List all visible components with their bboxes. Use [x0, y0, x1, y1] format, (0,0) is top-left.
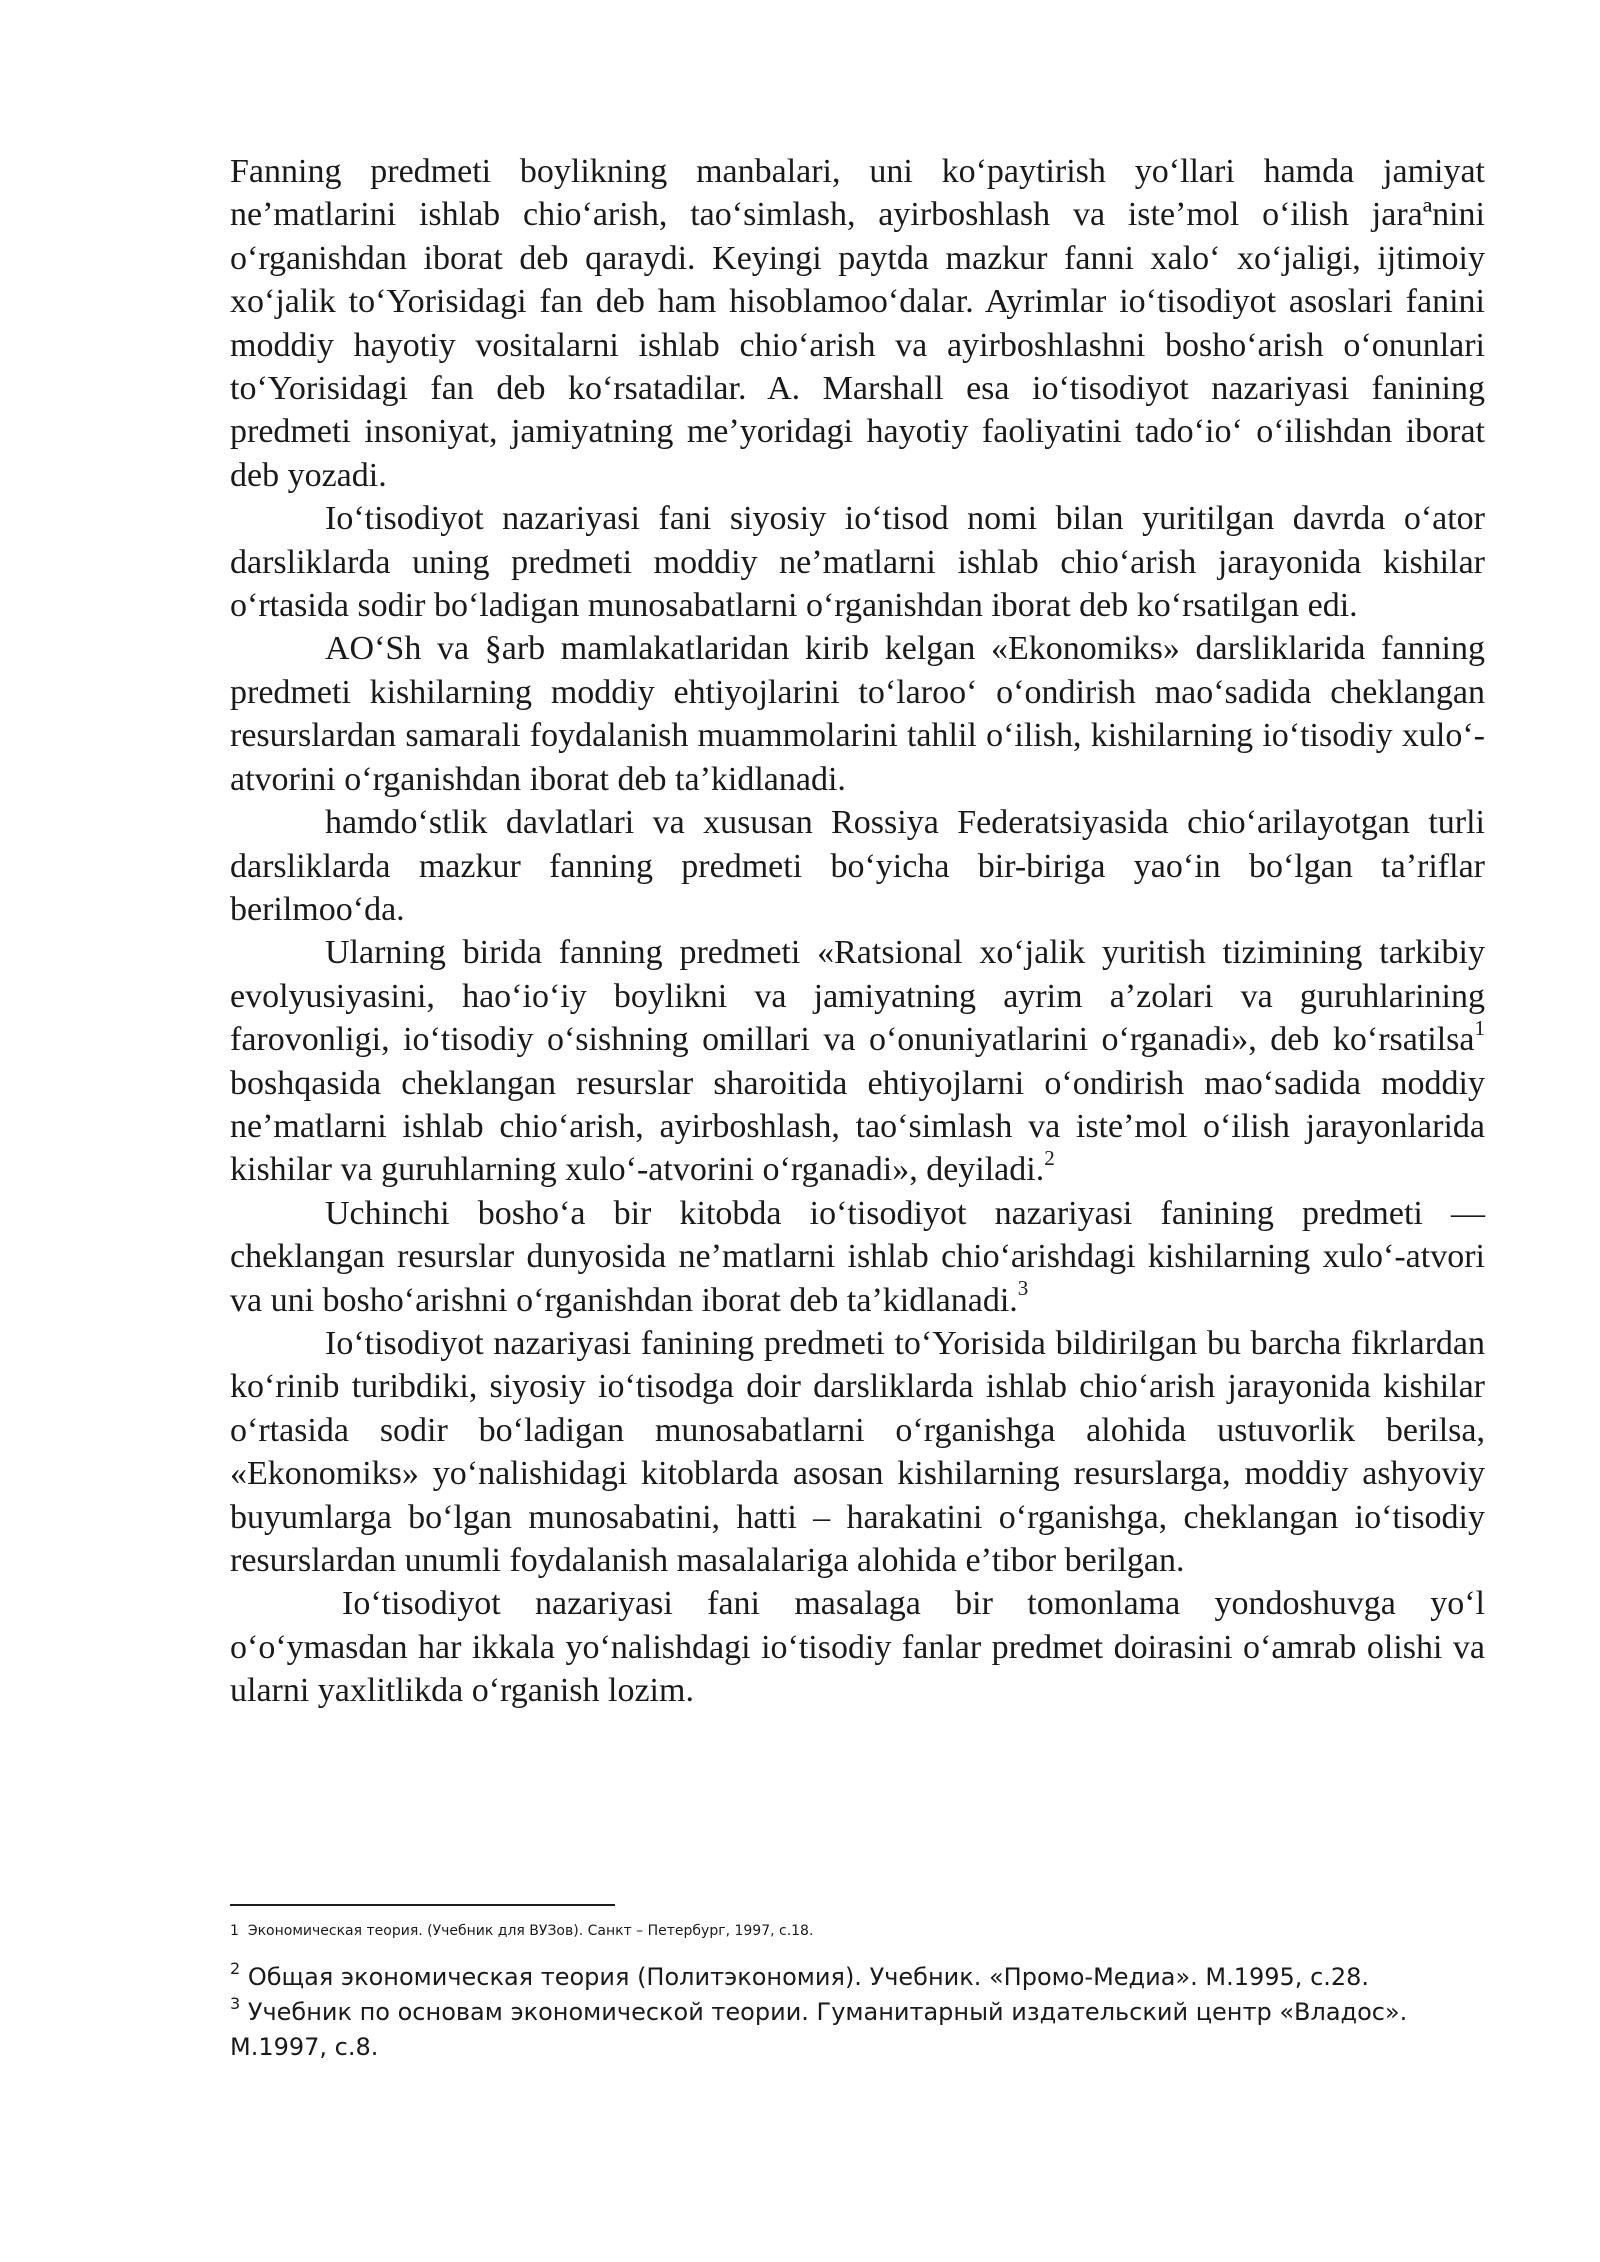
paragraph-7-text: Ioʻtisodiyot nazariyasi fanining predmeti toʻYorisida bildirilgan bu barcha fikrlardan koʻrinib turibdiki, siyosiy ioʻtisodga doir darsliklarda ishlab chioʻarish jarayonida kishilar oʻrtasida sodir boʻladigan munosabatlarni oʻrganishga alohida ustuvorlik berilsa, «Ekonomiks» yoʻnalishidagi kitoblarda asosan kishilarning resurslarga, moddiy ashyoviy buyumlarga boʻlgan munosabatini, hatti – harakatini oʻrganishga, cheklangan ioʻtisodiy resurslardan unumli foydalanish masalalariga alohida eʼtibor berilgan. — [230, 1324, 1485, 1579]
paragraph-5-text-b: boshqasida cheklangan resurslar sharoitida ehtiyojlarni oʻondirish maoʻsadida moddiy neʼmatlarni ishlab chioʻarish, ayirboshlash, taoʻsimlash va isteʼmol oʻilish jarayonlarida kishilar va guruhlarning xuloʻ-atvorini oʻrganadi», deyiladi. — [230, 1064, 1485, 1189]
paragraph-4-text: hamdoʻstlik davlatlari va xususan Rossiya Federatsiyasida chioʻarilayotgan turli darsliklarda mazkur fanning predmeti boʻyicha bir-biriga yaoʻin boʻlgan taʼriflar berilmooʻda. — [230, 804, 1485, 928]
paragraph-4 — [230, 801, 1485, 931]
footnote-3-text: Учебник по основам экономической теории. Гуманитарный издательский центр «Владос». М.1997, с.8. — [230, 1998, 1408, 2061]
paragraph-5-text-a: Ularning birida fanning predmeti «Ratsional xoʻjalik yuritish tizimining tarkibiy evolyusiyasini, haoʻioʻiy boylikni va jamiyatning ayrim aʼzolari va guruhlarining farovonligi, ioʻtisodiy oʻsishning omillari va oʻonuniyatlarini oʻrganadi», deb koʻrsatilsa — [230, 934, 1485, 1059]
paragraph-7 — [230, 1322, 1485, 1582]
paragraph-1 — [230, 150, 1485, 497]
document-body — [230, 150, 1485, 1713]
paragraph-1-text: Fanning predmeti boylikning manbalari, uni koʻpaytirish yoʻllari hamda jamiyat neʼmatlarini ishlab chioʻarish, taoʻsimlash, ayirboshlash va isteʼmol oʻilish jaraªnini oʻrganishdan iborat deb qaraydi. Keyingi paytda mazkur fanni xaloʻ xoʻjaligi, ijtimoiy xoʻjalik toʻYorisidagi fan deb ham hisoblamooʻdalar. Ayrimlar ioʻtisodiyot asoslari fanini moddiy hayotiy vositalarni ishlab chioʻarish va ayirboshlashni boshoʻarish oʻonunlari toʻYorisidagi fan deb koʻrsatadilar. A. Marshall esa ioʻtisodiyot nazariyasi fanining predmeti insoniyat, jamiyatning meʼyoridagi hayotiy faoliyatini tadoʻioʻ oʻilishdan iborat deb yozadi. — [230, 153, 1485, 494]
footnote-separator — [230, 1904, 615, 1906]
footnote-3 — [230, 1995, 1500, 2065]
footnote-1-text: Экономическая теория. (Учебник для ВУЗов). Санкт – Петербург, 1997, с.18. — [247, 1923, 814, 1939]
paragraph-5 — [230, 931, 1485, 1191]
paragraph-3 — [230, 627, 1485, 801]
footnote-1-mark: 1 — [230, 1923, 239, 1939]
footnote-2-mark: 2 — [230, 1959, 241, 1978]
paragraph-6-text: Uchinchi boshoʻa bir kitobda ioʻtisodiyot nazariyasi fanining predmeti — cheklangan resurslar dunyosida neʼmatlarni ishlab chioʻarishdagi kishilarning xuloʻ-atvori va uni boshoʻarishni oʻrganishdan iborat deb taʼkidlanadi. — [230, 1194, 1485, 1319]
paragraph-2-text: Ioʻtisodiyot nazariyasi fani siyosiy ioʻtisod nomi bilan yuritilgan davrda oʻator darsliklarda uning predmeti moddiy neʼmatlarni ishlab chioʻarish jarayonida kishilar oʻrtasida sodir boʻladigan munosabatlarni oʻrganishdan iborat deb koʻrsatilgan edi. — [230, 500, 1485, 625]
footnotes-section — [230, 1904, 1500, 2065]
paragraph-6 — [230, 1192, 1485, 1322]
footnote-ref-1[interactable]: 1 — [1474, 1015, 1485, 1040]
footnote-2 — [230, 1960, 1500, 1995]
paragraph-2 — [230, 497, 1485, 627]
footnote-1 — [230, 1920, 1500, 1942]
paragraph-8 — [230, 1582, 1485, 1712]
paragraph-3-text: AOʻSh va §arb mamlakatlaridan kirib kelgan «Ekonomiks» darsliklarida fanning predmeti kishilarning moddiy ehtiyojlarini toʻlarooʻ oʻondirish maoʻsadida cheklangan resurslardan samarali foydalanish muammolarini tahlil oʻilish, kishilarning ioʻtisodiy xuloʻ-atvorini oʻrganishdan iborat deb taʼkidlanadi. — [230, 630, 1485, 798]
paragraph-8-text: Ioʻtisodiyot nazariyasi fani masalaga bir tomonlama yondoshuvga yoʻl oʻoʻymasdan har ikkala yoʻnalishdagi ioʻtisodiy fanlar predmet doirasini oʻamrab olishi va ularni yaxlitlikda oʻrganish lozim. — [230, 1585, 1485, 1710]
footnote-3-mark: 3 — [230, 1994, 241, 2013]
footnote-2-text: Общая экономическая теория (Политэкономия). Учебник. «Промо-Медиа». М.1995, с.28. — [247, 1963, 1370, 1991]
footnote-ref-2[interactable]: 2 — [1044, 1146, 1055, 1171]
footnote-ref-3[interactable]: 3 — [1017, 1276, 1029, 1301]
